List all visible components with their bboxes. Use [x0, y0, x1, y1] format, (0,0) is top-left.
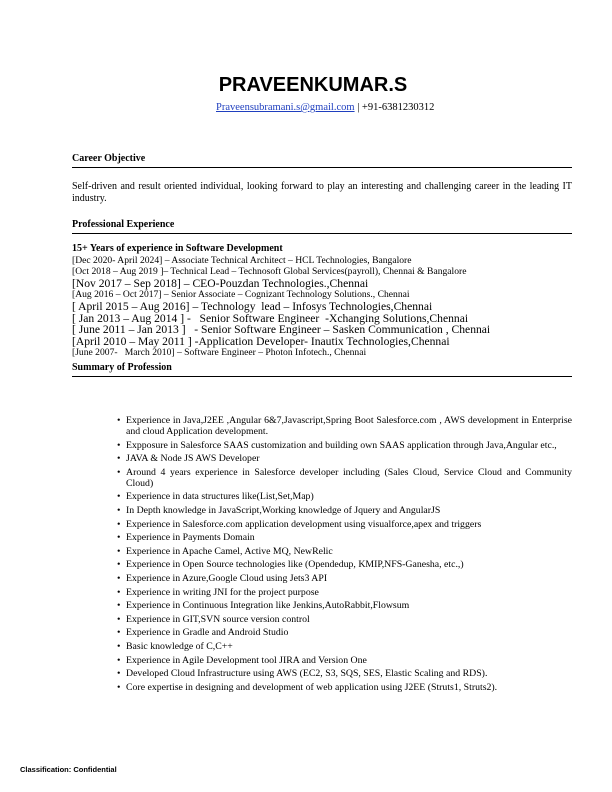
summary-item-text: Experience in Open Source technologies like (Opendedup, KMIP,NFS-Ganesha, etc.,) — [126, 559, 464, 571]
summary-item-text: Core expertise in designing and development of web application using J2EE (Struts1, Struts2). — [126, 681, 498, 693]
bullet-icon: • — [117, 415, 121, 426]
summary-item-text: Experience in data structures like(List,Set,Map) — [126, 491, 314, 503]
experience-list — [72, 243, 572, 359]
summary-item — [72, 467, 572, 489]
experience-entry: [June 2007- March 2010] – Software Engineer – Photon Infotech., Chennai — [72, 347, 367, 359]
summary-item-text: In Depth knowledge in JavaScript,Working knowledge of Jquery and AngularJS — [126, 504, 441, 516]
experience-entry: [ June 2011 – Jan 2013 ] - Senior Software Engineer – Sasken Communication , Chennai — [72, 323, 491, 337]
bullet-icon: • — [117, 654, 121, 666]
career-objective-text: Self-driven and result oriented individual, looking forward to play an interesting and challenging career in the leading IT industry. — [72, 181, 572, 204]
summary-item — [72, 641, 572, 652]
career-objective-heading: Career Objective — [72, 153, 572, 168]
bullet-icon: • — [117, 439, 121, 451]
summary-item-text: Experience in GIT,SVN source version control — [126, 613, 310, 625]
summary-item-text: Experience in Apache Camel, Active MQ, NewRelic — [126, 545, 333, 557]
bullet-icon: • — [117, 491, 121, 503]
classification-footer: Classification: Confidential — [20, 765, 117, 774]
experience-entry: [Oct 2018 – Aug 2019 ]– Technical Lead – Technosoft Global Services(payroll), Chennai & Bangalore — [72, 266, 467, 278]
experience-subtitle: 15+ Years of experience in Software Development — [72, 243, 283, 254]
bullet-icon: • — [117, 518, 121, 530]
summary-item — [72, 519, 572, 530]
summary-item — [72, 491, 572, 502]
bullet-icon: • — [117, 559, 121, 571]
summary-item-text: Basic knowledge of C,C++ — [126, 640, 233, 652]
bullet-icon: • — [117, 600, 121, 612]
summary-item — [72, 587, 572, 598]
summary-item-text: Expposure in Salesforce SAAS customization and building own SAAS application through Java,Angular etc., — [126, 439, 557, 451]
experience-entry: [Aug 2016 – Oct 2017] – Senior Associate – Cognizant Technology Solutions., Chennai — [72, 289, 410, 301]
summary-item — [72, 415, 572, 437]
summary-item — [72, 559, 572, 570]
bullet-icon: • — [117, 668, 121, 680]
bullet-icon: • — [117, 640, 121, 652]
bullet-icon: • — [117, 504, 121, 516]
bullet-icon: • — [117, 466, 121, 478]
summary-item-text: JAVA & Node JS AWS Developer — [126, 453, 260, 465]
summary-item-text: Experience in Continuous Integration like Jenkins,AutoRabbit,Flowsum — [126, 600, 410, 612]
bullet-icon: • — [117, 586, 121, 598]
summary-item — [72, 614, 572, 625]
experience-entry: [Nov 2017 – Sep 2018] – CEO-Pouzdan Technologies.,Chennai — [72, 276, 369, 290]
bullet-icon: • — [117, 532, 121, 544]
bullet-icon: • — [117, 681, 121, 693]
summary-list — [72, 415, 572, 695]
summary-heading: Summary of Profession — [72, 362, 572, 377]
phone: | +91-6381230312 — [357, 102, 435, 113]
summary-item — [72, 655, 572, 666]
candidate-name: PRAVEENKUMAR.S — [218, 74, 408, 96]
summary-item — [72, 600, 572, 611]
summary-item — [72, 505, 572, 516]
summary-item-text: Experience in writing JNI for the project purpose — [126, 586, 319, 598]
experience-entry: [ Jan 2013 – Aug 2014 ] - Senior Software Engineer -Xchanging Solutions,Chennai — [72, 311, 469, 325]
summary-item-text: Experience in Payments Domain — [126, 532, 255, 544]
summary-item — [72, 682, 572, 693]
summary-item-text: Experience in Gradle and Android Studio — [126, 627, 289, 639]
summary-item — [72, 627, 572, 638]
summary-item — [72, 532, 572, 543]
bullet-icon: • — [117, 627, 121, 639]
bullet-icon: • — [117, 613, 121, 625]
summary-item — [72, 546, 572, 557]
bullet-icon: • — [117, 453, 121, 465]
summary-item-text: Experience in Agile Development tool JIRA and Version One — [126, 654, 367, 666]
summary-item — [72, 668, 572, 679]
summary-item-text: Experience in Java,J2EE ,Angular 6&7,Javascript,Spring Boot Salesforce.com , AWS development in Enterprise and cloud Application development. — [126, 415, 572, 437]
email-link[interactable]: Praveensubramani.s@gmail.com — [216, 102, 355, 113]
summary-item-text: Experience in Salesforce.com application development using visualforce,apex and triggers — [126, 518, 482, 530]
summary-item-text: Experience in Azure,Google Cloud using Jets3 API — [126, 572, 328, 584]
summary-item — [72, 573, 572, 584]
summary-item-text: Developed Cloud Infrastructure using AWS (EC2, S3, SQS, SES, Elastic Scaling and RDS). — [126, 668, 488, 680]
summary-item-text: Around 4 years experience in Salesforce developer including (Sales Cloud, Service Cloud and Community Cloud) — [126, 466, 572, 489]
bullet-icon: • — [117, 572, 121, 584]
summary-item — [72, 453, 572, 464]
summary-item — [72, 440, 572, 451]
experience-entry: [April 2010 – May 2011 ] -Application Developer- Inautix Technologies,Chennai — [72, 334, 450, 348]
experience-entry: [Dec 2020- April 2024] – Associate Technical Architect – HCL Technologies, Bangalore — [72, 254, 412, 266]
bullet-icon: • — [117, 545, 121, 557]
experience-entry: [ April 2015 – Aug 2016] – Technology lead – Infosys Technologies,Chennai — [72, 299, 433, 313]
professional-experience-heading: Professional Experience — [72, 219, 572, 234]
contact-line — [216, 102, 434, 113]
